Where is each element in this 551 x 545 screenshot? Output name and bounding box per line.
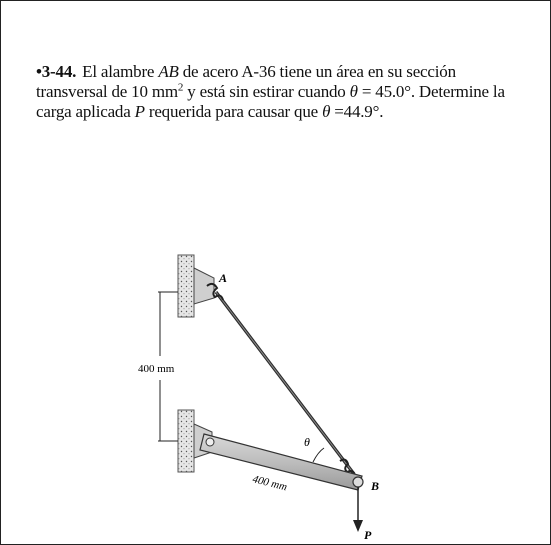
superscript-2: 2 bbox=[177, 81, 184, 94]
text-3: y está sin estirar cuando bbox=[183, 82, 350, 101]
load-arrow bbox=[353, 487, 363, 532]
dim-bar-label: 400 mm bbox=[251, 473, 289, 494]
label-p: P bbox=[364, 528, 372, 542]
problem-number: •3-44. bbox=[36, 62, 77, 81]
text-6: =44.9°. bbox=[330, 102, 384, 121]
label-theta: θ bbox=[304, 435, 310, 449]
text-1: El alambre bbox=[82, 62, 159, 81]
var-ab: AB bbox=[158, 62, 179, 81]
label-b: B bbox=[371, 479, 380, 493]
text-5: requerida para causar que bbox=[144, 102, 323, 121]
label-a: A bbox=[219, 271, 228, 285]
theta-2: θ bbox=[322, 102, 331, 121]
dim-vertical-label: 400 mm bbox=[138, 363, 175, 375]
theta-arc bbox=[313, 448, 324, 462]
theta-1: θ bbox=[349, 82, 358, 101]
text-4: = 45.0°. Determine la carga aplicada bbox=[36, 82, 505, 121]
text-2: de acero A-36 tiene un área en su sección transversal de 10 mm bbox=[36, 62, 456, 101]
var-p: P bbox=[134, 102, 145, 121]
